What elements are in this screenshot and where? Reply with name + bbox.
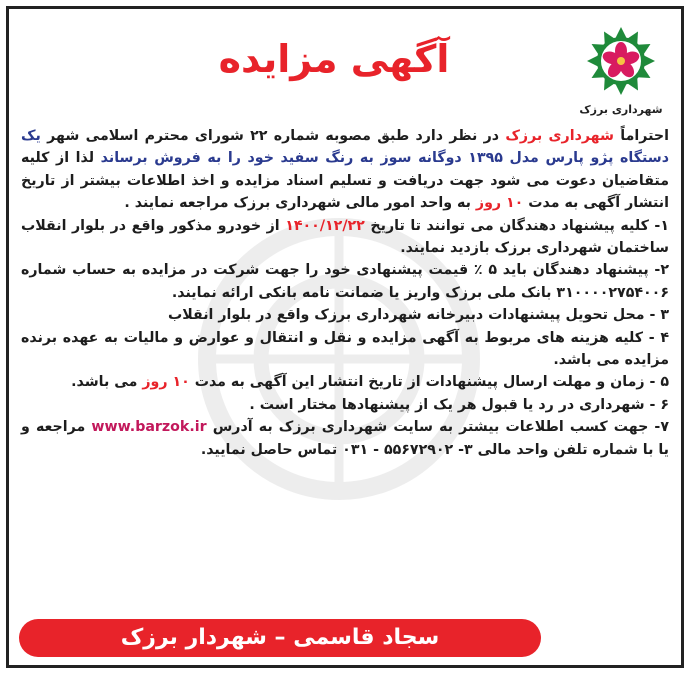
intro-text-1: احتراماً: [614, 128, 669, 144]
intro-duration: ۱۰ روز: [475, 195, 524, 212]
notice-body: [21, 125, 669, 461]
header: [9, 9, 681, 119]
item-5-text-a: ۵ - زمان و مهلت ارسال پیشنهادات از تاریخ انتشار این آگهی به مدت: [189, 374, 669, 391]
intro-text-3: لذا از کلیه متقاضیان دعوت می شود جهت دریافت و تسلیم اسناد مزایده و اخذ اطلاعات بیشتر از تاریخ انتشار آگهی به مدت: [21, 150, 669, 212]
website-link[interactable]: www.barzok.ir: [91, 419, 207, 436]
municipality-logo: [571, 25, 671, 116]
car-description: یک دستگاه پژو پارس مدل ۱۳۹۵ دوگانه سوز به رنگ سفید خود را به فروش برساند: [21, 128, 669, 167]
item-7-text-a: ۷- جهت کسب اطلاعات بیشتر به سایت شهرداری برزک به آدرس: [206, 419, 669, 436]
item-4: ۴ - کلیه هزینه های مربوط به آگهی مزایده و نقل و انتقال و عوارض و مالیات به عهده برنده مزایده می باشد.: [21, 329, 669, 369]
item-7: [21, 416, 669, 461]
notice-frame: [6, 6, 684, 668]
municipality-name: شهرداری برزک: [505, 128, 614, 144]
item-5-duration: ۱۰ روز: [142, 374, 190, 391]
intro-paragraph: [21, 125, 669, 215]
page-title: آگهی مزایده: [218, 37, 450, 81]
item-1-text-b: از خودرو مذکور واقع در بلوار انقلاب ساختمان شهرداری برزک بازدید نمایند.: [21, 217, 669, 257]
item-7-text-b: مراجعه و یا با شماره تلفن واحد مالی ۳- ۵۵۶۷۲۹۰۲ - ۰۳۱ تماس حاصل نمایید.: [21, 419, 669, 458]
mayor-signature-banner: سجاد قاسمی – شهردار برزک: [19, 619, 541, 657]
item-1-text-a: ۱- کلیه پیشنهاد دهندگان می توانند تا تاریخ: [364, 217, 669, 234]
intro-text-2: در نظر دارد طبق مصوبه شماره ۲۲ شورای محترم اسلامی شهر: [40, 128, 506, 144]
item-3: ۳ - محل تحویل پیشنهادات دبیرخانه شهرداری برزک واقع در بلوار انقلاب: [167, 307, 669, 324]
item-5-text-b: می باشد.: [71, 374, 143, 391]
municipality-flower-logo-icon: [585, 25, 657, 97]
item-2: ۲- پیشنهاد دهندگان باید ۵ ٪ قیمت پیشنهادی خود را جهت شرکت در مزایده به حساب شماره ۳۱۰۰۰۰۲۷۵۴۰۰۶ بانک ملی برزک واریز یا ضمانت نامه بانکی ارائه نمایند.: [21, 262, 669, 301]
item-6: ۶ - شهرداری در رد یا قبول هر یک از پیشنهادها مختار است .: [249, 396, 669, 413]
intro-text-4: به واحد امور مالی شهرداری برزک مراجعه نمایند .: [124, 195, 476, 212]
item-5: [21, 371, 669, 393]
logo-caption: شهرداری برزک: [579, 103, 663, 116]
item-1: [21, 215, 669, 260]
item-1-date: ۱۴۰۰/۱۲/۲۲: [285, 217, 365, 234]
